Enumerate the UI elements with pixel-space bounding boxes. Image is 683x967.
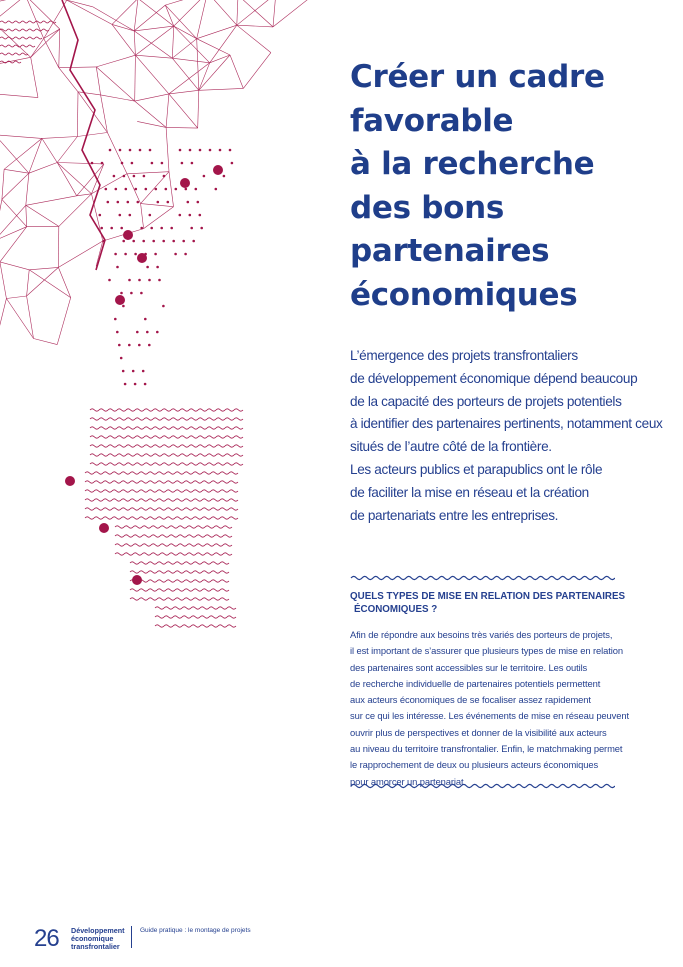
dot bbox=[172, 240, 175, 243]
dot bbox=[137, 201, 140, 204]
dot bbox=[181, 162, 184, 165]
intro-line: de faciliter la mise en réseau et la création bbox=[350, 484, 589, 500]
page-title bbox=[350, 56, 670, 317]
mesh-line bbox=[174, 26, 210, 63]
wave-line bbox=[85, 508, 238, 510]
mesh-line bbox=[77, 92, 78, 137]
title-line: favorable bbox=[350, 102, 514, 139]
dot bbox=[119, 214, 122, 217]
mesh-line bbox=[31, 39, 44, 58]
box-body-line: le rapprochement de deux ou plusieurs acteurs économiques bbox=[350, 759, 599, 771]
mesh-line bbox=[6, 299, 33, 339]
mesh-line bbox=[26, 205, 59, 226]
dot bbox=[162, 240, 165, 243]
footer-guide-title: Guide pratique : le montage de projets bbox=[140, 927, 251, 934]
intro-line: L’émergence des projets transfrontaliers bbox=[350, 348, 578, 363]
intro-line: de partenariats entre les entreprises. bbox=[350, 507, 559, 523]
brand-line: transfrontalier bbox=[71, 942, 120, 952]
dot bbox=[132, 240, 135, 243]
mesh-line bbox=[135, 55, 136, 101]
dot bbox=[91, 162, 94, 165]
dot bbox=[189, 149, 192, 152]
dot bbox=[120, 292, 123, 295]
box-body-line: de recherche individuelle de partenaires potentiels permettent bbox=[350, 677, 601, 689]
node-dot bbox=[132, 575, 142, 585]
wave-line bbox=[130, 571, 229, 573]
mesh-line bbox=[27, 296, 34, 339]
mesh-line bbox=[166, 94, 169, 128]
mesh-line bbox=[134, 31, 172, 58]
mesh-line bbox=[135, 101, 166, 127]
dot bbox=[134, 383, 137, 386]
wave-line bbox=[90, 463, 243, 465]
mesh-line bbox=[77, 133, 107, 137]
dot bbox=[110, 227, 113, 230]
wave-line bbox=[90, 454, 243, 456]
dot bbox=[191, 162, 194, 165]
page-number: 26 bbox=[34, 925, 59, 952]
intro-line: de développement économique dépend beaucoup bbox=[350, 370, 638, 386]
dot bbox=[165, 188, 168, 191]
dot bbox=[120, 357, 123, 360]
intro-line: situés de l’autre côté de la frontière. bbox=[350, 439, 552, 455]
dot bbox=[100, 227, 103, 230]
mesh-line bbox=[135, 94, 169, 101]
mesh-line bbox=[58, 241, 102, 267]
mesh-line bbox=[77, 194, 92, 196]
dot bbox=[223, 175, 226, 178]
dot bbox=[144, 318, 147, 321]
mesh-line bbox=[42, 137, 78, 139]
mesh-line bbox=[237, 25, 271, 52]
mesh-line bbox=[6, 296, 26, 299]
wave-line bbox=[85, 472, 238, 474]
mesh-line bbox=[42, 138, 57, 162]
dot bbox=[192, 240, 195, 243]
dot bbox=[116, 266, 119, 269]
dot bbox=[146, 266, 149, 269]
wave-line bbox=[90, 445, 243, 447]
dot bbox=[140, 227, 143, 230]
wave-line bbox=[0, 53, 28, 55]
dot bbox=[162, 305, 165, 308]
mesh-line bbox=[26, 0, 44, 38]
mesh-line bbox=[135, 55, 169, 94]
mesh-line bbox=[29, 270, 70, 298]
wave-line bbox=[130, 562, 229, 564]
mesh-line bbox=[134, 26, 174, 31]
dot bbox=[179, 149, 182, 152]
wave-divider-top bbox=[350, 572, 615, 584]
mesh-line bbox=[199, 55, 230, 90]
intro-line: à identifier des partenaires pertinents, notamment ceux bbox=[350, 416, 663, 432]
title-line: Créer un cadre bbox=[350, 59, 605, 95]
dot bbox=[231, 162, 234, 165]
wave-line bbox=[0, 29, 49, 31]
dot bbox=[187, 201, 190, 204]
dot bbox=[145, 188, 148, 191]
node-dot bbox=[99, 523, 109, 533]
dot bbox=[175, 188, 178, 191]
footer-divider bbox=[131, 926, 132, 948]
mesh-line bbox=[197, 25, 237, 39]
mesh-line bbox=[2, 169, 4, 199]
mesh-line bbox=[208, 0, 237, 25]
mesh-line bbox=[169, 94, 198, 128]
dot bbox=[109, 149, 112, 152]
mesh-line bbox=[141, 204, 144, 229]
mesh-line bbox=[166, 127, 169, 171]
wave-line bbox=[115, 544, 232, 546]
mesh-line bbox=[134, 0, 138, 31]
dot bbox=[122, 370, 125, 373]
mesh-line bbox=[127, 174, 141, 204]
dot bbox=[160, 227, 163, 230]
dot bbox=[197, 201, 200, 204]
dot bbox=[195, 188, 198, 191]
mesh-line bbox=[237, 0, 238, 25]
dot bbox=[144, 383, 147, 386]
mesh-line bbox=[96, 55, 135, 67]
dot bbox=[148, 279, 151, 282]
wave-line bbox=[130, 598, 229, 600]
dot bbox=[154, 253, 157, 256]
wave-line bbox=[85, 481, 238, 483]
mesh-line bbox=[172, 39, 196, 59]
node-dot bbox=[213, 165, 223, 175]
mesh-line bbox=[174, 26, 197, 39]
wave-line bbox=[85, 517, 238, 519]
mesh-line bbox=[135, 26, 173, 55]
dot bbox=[146, 331, 149, 334]
dot bbox=[120, 227, 123, 230]
intro-line: Les acteurs publics et parapublics ont le rôle bbox=[350, 461, 603, 477]
mesh-line bbox=[26, 173, 29, 205]
dot bbox=[149, 149, 152, 152]
mesh-line bbox=[0, 135, 29, 173]
dot bbox=[99, 214, 102, 217]
dot bbox=[174, 253, 177, 256]
mesh-line bbox=[165, 0, 207, 5]
dot bbox=[107, 201, 110, 204]
box-body-line: pour amorcer un partenariat. bbox=[350, 775, 467, 787]
mesh-line bbox=[101, 95, 108, 133]
dot bbox=[157, 201, 160, 204]
dot bbox=[219, 149, 222, 152]
mesh-line bbox=[77, 164, 104, 196]
mesh-line bbox=[57, 137, 77, 163]
dot bbox=[167, 201, 170, 204]
dot bbox=[133, 175, 136, 178]
dot bbox=[149, 214, 152, 217]
dot bbox=[138, 344, 141, 347]
mesh-line bbox=[197, 39, 199, 91]
dot bbox=[115, 188, 118, 191]
mesh-line bbox=[0, 93, 38, 97]
mesh-line bbox=[135, 55, 172, 58]
dot bbox=[114, 253, 117, 256]
mesh-line bbox=[34, 339, 58, 345]
dot bbox=[184, 253, 187, 256]
dot bbox=[190, 227, 193, 230]
dot bbox=[116, 331, 119, 334]
mesh-line bbox=[134, 5, 165, 31]
title-line: partenaires bbox=[350, 233, 550, 269]
dot bbox=[102, 240, 105, 243]
mesh-line bbox=[26, 196, 77, 206]
dot bbox=[148, 344, 151, 347]
wave-line bbox=[90, 409, 243, 411]
dot bbox=[129, 149, 132, 152]
dot bbox=[161, 162, 164, 165]
node-dot bbox=[137, 253, 147, 263]
mesh-line bbox=[112, 24, 134, 31]
mesh-line bbox=[107, 133, 127, 174]
wave-line bbox=[130, 589, 229, 591]
mesh-line bbox=[112, 24, 135, 55]
mesh-line bbox=[2, 173, 29, 199]
box-heading-line: ÉCONOMIQUES ? bbox=[354, 604, 438, 615]
dot bbox=[156, 266, 159, 269]
box-body-line: Afin de répondre aux besoins très variés des porteurs de projets, bbox=[350, 629, 613, 640]
dot bbox=[123, 175, 126, 178]
dot bbox=[101, 162, 104, 165]
wave-line bbox=[90, 427, 243, 429]
dot bbox=[122, 240, 125, 243]
mesh-line bbox=[78, 92, 101, 95]
mesh-line bbox=[0, 22, 31, 57]
box-body-line: il est important de s’assurer que plusieurs types de mise en relation bbox=[350, 645, 623, 657]
dot bbox=[127, 201, 130, 204]
box-body-line: des partenaires sont accessibles sur le territoire. Les outils bbox=[350, 661, 588, 673]
title-line: des bons bbox=[350, 189, 505, 226]
box-body-line: sur ce qui les intéresse. Les événements de mise en réseau peuvent bbox=[350, 710, 629, 722]
box-heading-line: QUELS TYPES DE MISE EN RELATION DES PARTENAIRES bbox=[350, 591, 626, 602]
mesh-line bbox=[93, 7, 135, 31]
mesh-line bbox=[44, 0, 67, 38]
dot bbox=[142, 240, 145, 243]
dot bbox=[124, 383, 127, 386]
dot bbox=[119, 149, 122, 152]
dot bbox=[108, 279, 111, 282]
dot bbox=[170, 227, 173, 230]
box-body-line: ouvrir plus de perspectives et donner de la visibilité aux acteurs bbox=[350, 726, 607, 738]
dot bbox=[132, 370, 135, 373]
mesh-line bbox=[27, 270, 30, 296]
dot bbox=[143, 175, 146, 178]
dot bbox=[179, 214, 182, 217]
box-body-line: au niveau du territoire transfrontalier. Enfin, le matchmaking permet bbox=[350, 743, 623, 755]
mesh-line bbox=[59, 68, 78, 92]
title-line: à la recherche bbox=[350, 146, 595, 182]
mesh-line bbox=[0, 299, 6, 334]
mesh-line bbox=[92, 174, 128, 194]
mesh-line bbox=[96, 241, 103, 266]
brand-line: Développement bbox=[71, 926, 125, 935]
mesh-line bbox=[27, 267, 59, 296]
mesh-line bbox=[57, 163, 76, 196]
dot bbox=[128, 279, 131, 282]
dot bbox=[209, 149, 212, 152]
mesh-line bbox=[238, 0, 273, 27]
brand-line: économique bbox=[71, 934, 114, 944]
wave-line bbox=[85, 490, 238, 492]
mesh-line bbox=[134, 31, 135, 55]
dot bbox=[200, 227, 203, 230]
intro-line: de la capacité des porteurs de projets potentiels bbox=[350, 393, 622, 409]
node-dot bbox=[123, 230, 133, 240]
wave-line bbox=[155, 625, 236, 627]
dot bbox=[117, 201, 120, 204]
mesh-line bbox=[96, 67, 100, 95]
dot bbox=[121, 162, 124, 165]
mesh-line bbox=[67, 0, 93, 7]
mesh-line bbox=[57, 163, 104, 164]
mesh-line bbox=[0, 135, 42, 139]
dot bbox=[215, 188, 218, 191]
dot bbox=[114, 318, 117, 321]
dot bbox=[135, 188, 138, 191]
box-body-line: aux acteurs économiques de se focaliser assez rapidement bbox=[350, 694, 591, 706]
mesh-line bbox=[57, 298, 70, 345]
mesh-line bbox=[31, 29, 60, 57]
mesh-line bbox=[166, 127, 198, 128]
dot bbox=[130, 292, 133, 295]
mesh-line bbox=[0, 0, 26, 22]
mesh-line bbox=[169, 172, 174, 207]
intro-paragraph bbox=[350, 345, 680, 527]
mesh-line bbox=[59, 194, 92, 227]
wave-line bbox=[90, 418, 243, 420]
mesh-line bbox=[273, 0, 276, 27]
mesh-line bbox=[237, 25, 273, 27]
node-dot bbox=[115, 295, 125, 305]
mesh-line bbox=[0, 199, 2, 241]
dot bbox=[142, 370, 145, 373]
mesh-line bbox=[112, 0, 138, 24]
mesh-line bbox=[137, 121, 166, 127]
dot bbox=[163, 175, 166, 178]
dot bbox=[113, 175, 116, 178]
dot bbox=[128, 344, 131, 347]
mesh-line bbox=[0, 205, 26, 241]
dot bbox=[118, 344, 121, 347]
dot bbox=[150, 227, 153, 230]
mesh-line bbox=[96, 67, 134, 101]
dot bbox=[189, 214, 192, 217]
wave-line bbox=[115, 535, 232, 537]
dot bbox=[156, 331, 159, 334]
wave-line bbox=[115, 553, 232, 555]
dot bbox=[122, 305, 125, 308]
mesh-line bbox=[0, 227, 27, 262]
wave-divider-bottom bbox=[350, 780, 615, 792]
mesh-line bbox=[31, 57, 38, 97]
mesh-line bbox=[0, 262, 29, 270]
mesh-line bbox=[172, 26, 174, 58]
mesh-line bbox=[26, 0, 60, 29]
wave-line bbox=[155, 616, 236, 618]
wave-line bbox=[115, 526, 232, 528]
mesh-line bbox=[230, 55, 243, 88]
mesh-line bbox=[58, 267, 70, 297]
mesh-line bbox=[29, 163, 57, 174]
mesh-line bbox=[57, 163, 91, 194]
dot bbox=[134, 253, 137, 256]
dot bbox=[182, 240, 185, 243]
mesh-line bbox=[237, 0, 276, 25]
dot bbox=[124, 253, 127, 256]
dot bbox=[199, 149, 202, 152]
mesh-line bbox=[199, 88, 244, 90]
box-body bbox=[350, 627, 670, 790]
dot bbox=[185, 188, 188, 191]
wave-line bbox=[90, 436, 243, 438]
wave-line bbox=[130, 580, 229, 582]
wave-line bbox=[85, 499, 238, 501]
mesh-line bbox=[243, 53, 271, 89]
mesh-line bbox=[141, 204, 174, 207]
mesh-line bbox=[127, 172, 169, 174]
box-heading bbox=[350, 590, 650, 616]
title-line: économiques bbox=[350, 276, 578, 313]
dot bbox=[125, 188, 128, 191]
mesh-line bbox=[26, 205, 27, 226]
mesh-line bbox=[78, 92, 107, 133]
dot bbox=[138, 279, 141, 282]
wave-line bbox=[0, 37, 42, 39]
dot bbox=[129, 214, 132, 217]
mesh-line bbox=[273, 0, 307, 27]
mesh-line bbox=[4, 169, 29, 173]
mesh-line bbox=[0, 227, 27, 241]
dot bbox=[229, 149, 232, 152]
mesh-line bbox=[0, 0, 26, 1]
dot bbox=[155, 188, 158, 191]
mesh-line bbox=[101, 95, 135, 101]
mesh-line bbox=[29, 267, 58, 269]
mesh-line bbox=[59, 29, 60, 68]
mesh-line bbox=[59, 67, 97, 68]
mesh-line bbox=[67, 0, 112, 24]
mesh-line bbox=[210, 25, 237, 63]
dot bbox=[151, 162, 154, 165]
wave-line bbox=[155, 607, 236, 609]
mesh-line bbox=[172, 58, 209, 63]
mesh-line bbox=[144, 207, 174, 229]
wave-line bbox=[0, 21, 56, 23]
dot bbox=[136, 331, 139, 334]
dot bbox=[131, 162, 134, 165]
dot bbox=[139, 149, 142, 152]
dot bbox=[199, 214, 202, 217]
node-dot bbox=[65, 476, 75, 486]
mesh-line bbox=[198, 90, 199, 128]
mesh-line bbox=[44, 39, 59, 68]
mesh-line bbox=[2, 199, 27, 226]
dot bbox=[158, 279, 161, 282]
dot bbox=[105, 188, 108, 191]
footer-brand bbox=[71, 927, 125, 952]
mesh-line bbox=[0, 262, 6, 299]
network-map-illustration bbox=[0, 0, 340, 660]
dot bbox=[152, 240, 155, 243]
dot bbox=[140, 292, 143, 295]
dot bbox=[203, 175, 206, 178]
node-dot bbox=[180, 178, 190, 188]
mesh-line bbox=[197, 0, 208, 39]
